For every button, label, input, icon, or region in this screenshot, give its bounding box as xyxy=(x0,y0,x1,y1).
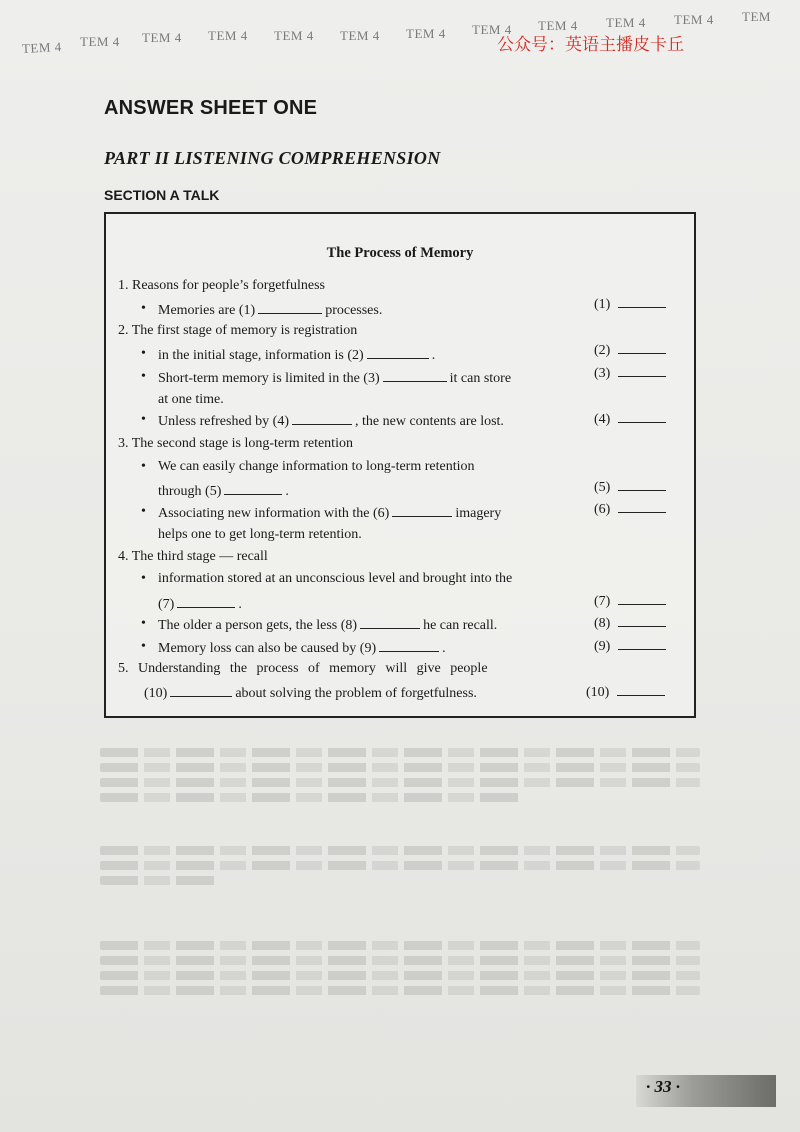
answer-slot-1[interactable] xyxy=(594,295,669,313)
tem-label: TEM 4 xyxy=(274,28,314,43)
ghost-line xyxy=(100,846,700,855)
blank-3-inline xyxy=(383,369,447,382)
text-segment: imagery xyxy=(455,506,502,521)
answer-slot-2[interactable] xyxy=(594,341,669,359)
answer-slot-4[interactable] xyxy=(594,410,669,428)
text-segment: . xyxy=(442,641,446,656)
answer-slot-7[interactable] xyxy=(594,592,669,610)
item-4-bullet-1-cont xyxy=(158,595,242,613)
text-segment: Associating new information with the (6) xyxy=(158,506,390,521)
item-4-bullet-3 xyxy=(158,639,446,657)
answer-line[interactable] xyxy=(618,364,666,377)
blank-5-inline xyxy=(224,482,282,495)
item-2-bullet-3 xyxy=(158,412,504,430)
answer-label: (4) xyxy=(594,412,611,427)
answer-label: (8) xyxy=(594,616,611,631)
answer-line[interactable] xyxy=(618,295,666,308)
item-2-heading: 2. The first stage of memory is registration xyxy=(118,323,358,338)
item-5-cont xyxy=(144,684,477,702)
answer-line[interactable] xyxy=(618,410,666,423)
text-segment: (7) xyxy=(158,597,175,612)
ghost-line xyxy=(100,941,700,950)
box-title: The Process of Memory xyxy=(326,245,474,261)
ghost-line xyxy=(100,986,700,995)
answer-label: (7) xyxy=(594,594,611,609)
answer-line[interactable] xyxy=(618,592,666,605)
text-segment: in the initial stage, information is (2) xyxy=(158,348,364,363)
ghost-line xyxy=(100,861,700,870)
answer-line[interactable] xyxy=(618,637,666,650)
text-segment: Memories are (1) xyxy=(158,303,256,318)
text-segment: he can recall. xyxy=(423,618,498,633)
tem-label: TEM 4 xyxy=(208,28,248,43)
answer-slot-10[interactable] xyxy=(586,683,668,701)
item-3-bullet-2-cont: helps one to get long-term retention. xyxy=(158,527,362,542)
tem-label: TEM 4 xyxy=(606,15,646,30)
item-4-heading: 4. The third stage — recall xyxy=(118,549,268,564)
item-2-bullet-2-cont: at one time. xyxy=(158,392,224,407)
text-segment: through (5) xyxy=(158,484,222,499)
item-4-bullet-1: • information stored at an unconscious level and brought into the xyxy=(158,571,512,587)
text-segment: processes. xyxy=(325,303,383,318)
ghost-line xyxy=(100,956,700,965)
bleed-through-block-3 xyxy=(100,935,700,995)
text-segment: Short-term memory is limited in the (3) xyxy=(158,371,380,386)
blank-4-inline xyxy=(292,412,352,425)
item-3-bullet-2 xyxy=(158,504,501,522)
page-number: · 33 · xyxy=(646,1077,680,1096)
tem-label: TEM 4 xyxy=(406,26,446,41)
blank-2-inline xyxy=(367,346,429,359)
item-5-heading: 5. Understanding the process of memory will give people xyxy=(118,661,488,676)
answer-slot-6[interactable] xyxy=(594,500,669,518)
ghost-line xyxy=(100,971,700,980)
item-1-bullet xyxy=(158,301,382,319)
tem-label: TEM xyxy=(742,9,771,24)
blank-6-inline xyxy=(392,504,452,517)
text-segment: The older a person gets, the less (8) xyxy=(158,618,358,633)
text-segment: . xyxy=(285,484,289,499)
tem-label: TEM 4 xyxy=(21,38,63,57)
blank-10-inline xyxy=(170,684,232,697)
text-segment: it can store xyxy=(449,371,512,386)
answer-label: (3) xyxy=(594,366,611,381)
tem-label: TEM 4 xyxy=(340,28,380,43)
tem-label: TEM 4 xyxy=(674,12,714,27)
item-3-bullet-1: • We can easily change information to long-term retention xyxy=(158,459,474,475)
tem-label: TEM 4 xyxy=(472,22,512,37)
item-3-bullet-1-cont xyxy=(158,482,289,500)
text-segment: . xyxy=(238,597,242,612)
ghost-line xyxy=(100,793,520,802)
blank-1-inline xyxy=(258,301,322,314)
answer-line[interactable] xyxy=(618,341,666,354)
item-4-bullet-2 xyxy=(158,616,497,634)
bleed-through-block-1 xyxy=(100,742,700,802)
answer-box xyxy=(104,212,696,718)
answer-line[interactable] xyxy=(618,478,666,491)
answer-line[interactable] xyxy=(618,500,666,513)
answer-label: (1) xyxy=(594,297,611,312)
answer-slot-3[interactable] xyxy=(594,364,669,382)
ghost-line xyxy=(100,876,220,885)
ghost-line xyxy=(100,763,700,772)
tem-label: TEM 4 xyxy=(142,30,182,45)
answer-line[interactable] xyxy=(617,683,665,696)
answer-label: (5) xyxy=(594,480,611,495)
answer-slot-9[interactable] xyxy=(594,637,669,655)
bleed-through-block-2 xyxy=(100,840,700,885)
ghost-line xyxy=(100,748,700,757)
answer-label: (6) xyxy=(594,502,611,517)
answer-label: (2) xyxy=(594,343,611,358)
item-2-bullet-2 xyxy=(158,369,511,387)
part-title: PART II LISTENING COMPREHENSION xyxy=(104,148,441,168)
text-segment: Memory loss can also be caused by (9) xyxy=(158,641,377,656)
blank-7-inline xyxy=(177,595,235,608)
answer-line[interactable] xyxy=(618,614,666,627)
answer-slot-5[interactable] xyxy=(594,478,669,496)
text-segment: . xyxy=(431,348,436,363)
item-2-bullet-1 xyxy=(158,346,435,364)
answer-label: (10) xyxy=(586,685,610,700)
watermark-text: 公众号：英语主播皮卡丘 xyxy=(497,35,684,55)
text-segment: Unless refreshed by (4) xyxy=(158,414,290,429)
answer-slot-8[interactable] xyxy=(594,614,669,632)
text-segment: , the new contents are lost. xyxy=(355,414,504,429)
item-3-heading: 3. The second stage is long-term retention xyxy=(118,436,353,451)
text-segment: about solving the problem of forgetfulness. xyxy=(235,686,477,701)
ghost-line xyxy=(100,778,700,787)
text-segment: (10) xyxy=(144,686,168,701)
section-title: SECTION A TALK xyxy=(104,187,220,203)
sheet-title: ANSWER SHEET ONE xyxy=(104,97,318,119)
tem-label: TEM 4 xyxy=(538,18,578,33)
blank-9-inline xyxy=(379,639,439,652)
tem-label: TEM 4 xyxy=(80,34,120,49)
item-1-heading: 1. Reasons for people’s forgetfulness xyxy=(118,278,325,293)
blank-8-inline xyxy=(360,616,420,629)
answer-label: (9) xyxy=(594,639,611,654)
